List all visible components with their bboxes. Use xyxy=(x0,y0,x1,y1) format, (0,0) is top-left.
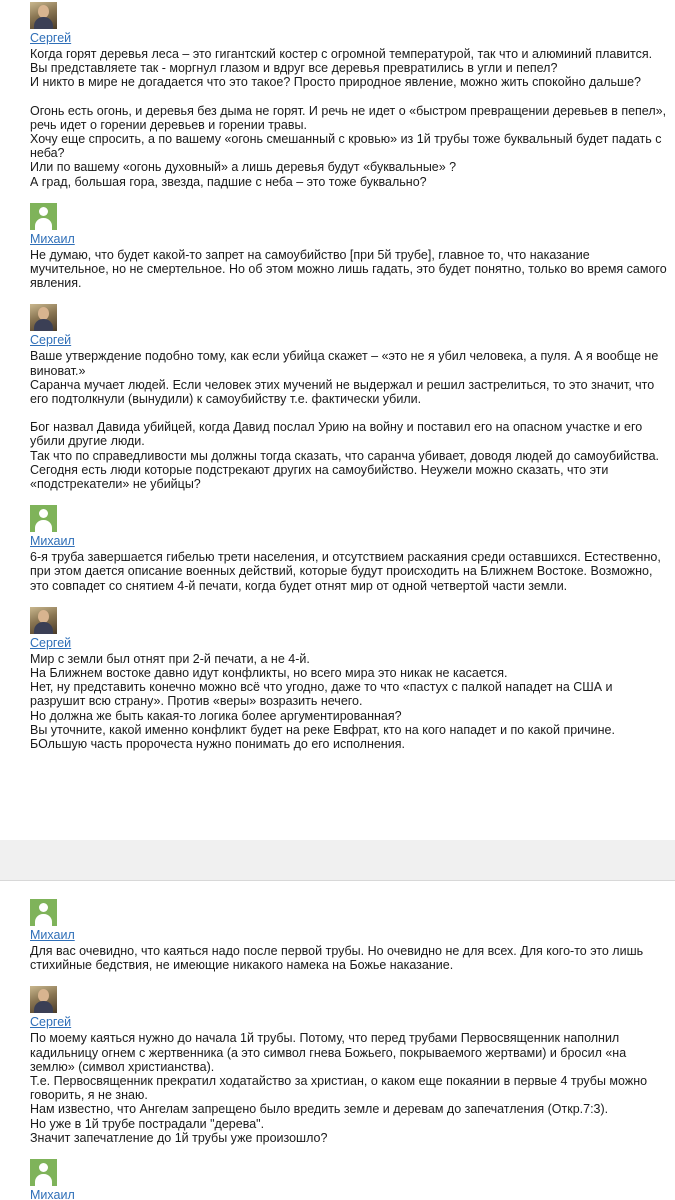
comment-paragraph: На Ближнем востоке давно идут конфликты, но всего мира это никак не касается. xyxy=(30,666,508,681)
user-photo-avatar[interactable] xyxy=(30,304,57,331)
comment-paragraph: 6-я труба завершается гибелью трети населения, и отсутствием раскаяния среди оставшихся. Естественно, при этом дается описание военных действий, которые будут происходить на Ближнем Востоке. Возможно, это совпадет со снятием 4-й печати, когда будет отнят мир от одной четвертой части земли. xyxy=(30,550,661,593)
avatar-body-shape xyxy=(34,1001,53,1013)
comment-text xyxy=(30,248,667,291)
comment-post xyxy=(30,505,675,593)
avatar-head-shape xyxy=(39,1163,48,1172)
paragraph-spacer xyxy=(30,90,667,104)
comment-text xyxy=(30,944,667,972)
avatar-body-shape xyxy=(35,914,52,926)
comment-paragraph: Нет, ну представить конечно можно всё что угодно, даже то что «пастух с палкой нападет на США и разрушит всю страну». Против «веры» возразить нечего. xyxy=(30,680,613,709)
avatar-body-shape xyxy=(34,17,53,29)
comment-paragraph: Т.е. Первосвященник прекратил ходатайство за христиан, о каком еще покаянии в первые 4 трубы можно говорить, я не знаю. xyxy=(30,1074,648,1103)
comment-post xyxy=(30,607,675,751)
default-user-avatar[interactable] xyxy=(30,1159,57,1186)
avatar-head-shape xyxy=(39,903,48,912)
comment-post xyxy=(30,899,675,972)
comment-paragraph: Вы представляете так - моргнул глазом и вдруг все деревья превратились в угли и пепел? xyxy=(30,61,558,76)
comment-paragraph: Ваше утверждение подобно тому, как если убийца скажет – «это не я убил человека, а пуля. А я вообще не виноват.» xyxy=(30,349,659,378)
author-link[interactable]: Сергей xyxy=(30,333,72,348)
user-photo-avatar[interactable] xyxy=(30,986,57,1013)
default-user-avatar[interactable] xyxy=(30,505,57,532)
comment-paragraph: Так что по справедливости мы должны тогда сказать, что саранча убивает, доводя людей до самоубийства. xyxy=(30,448,659,463)
comment-paragraph: Огонь есть огонь, и деревья без дыма не горят. И речь не идет о «быстром превращении деревьев в пепел», речь идет о горении деревьев и горении травы. xyxy=(30,103,667,132)
comment-text xyxy=(30,47,667,189)
comment-paragraph: Нам известно, что Ангелам запрещено было вредить земле и деревам до запечатления (Откр.7:3). xyxy=(30,1102,609,1117)
comment-post xyxy=(30,304,675,491)
default-user-avatar[interactable] xyxy=(30,203,57,230)
avatar-body-shape xyxy=(35,218,52,230)
comment-paragraph: Вы уточните, какой именно конфликт будет на реке Евфрат, кто на кого нападет и по какой причине. xyxy=(30,722,615,737)
comment-text xyxy=(30,550,667,593)
comment-paragraph: Когда горят деревья леса – это гигантский костер с огромной температурой, так что и алюминий плавится. xyxy=(30,47,653,61)
author-link[interactable]: Сергей xyxy=(30,1015,72,1030)
comment-text xyxy=(30,1031,667,1145)
comment-text xyxy=(30,349,667,491)
comment-paragraph: Сегодня есть люди которые подстрекают других на самоубийство. Неужели можно сказать, что эти «подстрекатели» не убийцы? xyxy=(30,462,609,492)
author-link[interactable]: Михаил xyxy=(30,1188,75,1200)
page-gap xyxy=(0,840,675,880)
avatar-head-shape xyxy=(39,509,48,518)
avatar-body-shape xyxy=(35,520,52,532)
avatar-head-shape xyxy=(39,207,48,216)
comment-paragraph: Значит запечатление до 1й трубы уже произошло? xyxy=(30,1130,328,1145)
comment-paragraph: Бог назвал Давида убийцей, когда Давид послал Урию на войну и поставил его на опасном участке и его убили другие люди. xyxy=(30,420,643,449)
comment-paragraph: А град, большая гора, звезда, падшие с неба – это тоже буквально? xyxy=(30,174,427,189)
user-photo-avatar[interactable] xyxy=(30,607,57,634)
avatar-head-shape xyxy=(38,610,49,623)
author-link[interactable]: Михаил xyxy=(30,231,75,246)
avatar-body-shape xyxy=(35,1174,52,1186)
comment-text xyxy=(30,652,667,751)
comment-post xyxy=(30,2,675,189)
comment-paragraph: И никто в мире не догадается что это такое? Просто природное явление, можно жить спокойно дальше? xyxy=(30,75,641,90)
default-user-avatar[interactable] xyxy=(30,899,57,926)
comment-paragraph: Саранча мучает людей. Если человек этих мучений не выдержал и решил застрелиться, то это значит, что его подтолкнули (вынудили) к самоубийству т.е. фактически убили. xyxy=(30,377,655,407)
comment-post xyxy=(30,1159,675,1200)
document-page-2 xyxy=(0,880,675,1200)
comment-paragraph: Но должна же быть какая-то логика более аргументированная? xyxy=(30,708,402,723)
comment-paragraph: Мир с земли был отнят при 2-й печати, а не 4-й. xyxy=(30,651,310,666)
comment-paragraph: По моему каяться нужно до начала 1й трубы. Потому, что перед трубами Первосвященник наполнил кадильницу огнем с жертвенника (а это символ гнева Божьего, покрываемого жертвами) и бросил «на землю» (символ христианства). xyxy=(30,1031,627,1074)
comment-paragraph: Хочу еще спросить, а по вашему «огонь смешанный с кровью» из 1й трубы тоже буквальный будет падать с неба? xyxy=(30,132,662,161)
comment-paragraph: Не думаю, что будет какой-то запрет на самоубийство [при 5й трубе], главное то, что наказание мучительное, но не смертельное. Но об этом можно лишь гадать, это будет понятно, только во время самого явления. xyxy=(30,247,667,291)
author-link[interactable]: Михаил xyxy=(30,534,75,549)
avatar-body-shape xyxy=(34,622,53,634)
paragraph-spacer xyxy=(30,406,667,420)
avatar-body-shape xyxy=(34,319,53,331)
comment-post xyxy=(30,203,675,291)
comment-paragraph: Но уже в 1й трубе пострадали "дерева". xyxy=(30,1116,265,1131)
comment-post xyxy=(30,986,675,1145)
author-link[interactable]: Сергей xyxy=(30,635,72,650)
comment-paragraph: Для вас очевидно, что каяться надо после первой трубы. Но очевидно не для всех. Для кого-то это лишь стихийные бедствия, не имеющие никакого намека на Божье наказание. xyxy=(30,944,644,973)
user-photo-avatar[interactable] xyxy=(30,2,57,29)
comment-paragraph: Или по вашему «огонь духовный» а лишь деревья будут «буквальные» ? xyxy=(30,160,457,175)
comment-paragraph: БОльшую часть пророчеста нужно понимать до его исполнения. xyxy=(30,737,405,752)
author-link[interactable]: Сергей xyxy=(30,31,72,45)
author-link[interactable]: Михаил xyxy=(30,928,75,942)
